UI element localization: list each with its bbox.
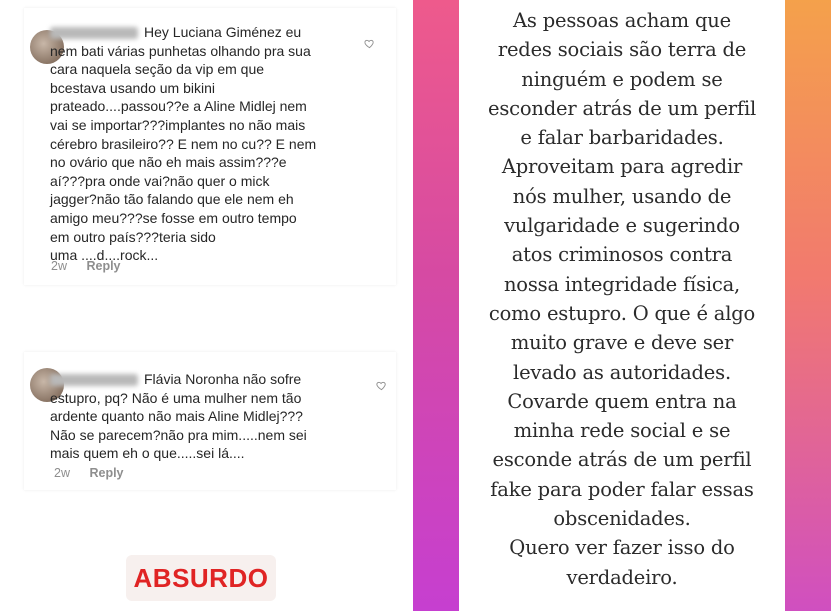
comment-card (24, 352, 396, 490)
reply-button[interactable]: Reply (89, 466, 124, 480)
comment-time: 2w (54, 466, 70, 480)
comment-meta (51, 259, 121, 273)
comment-text: Flávia Noronha não sofre estupro, pq? Não é uma mulher nem tão ardente quanto não mais Aline Midlej??? Não se parecem?não pra mim.....nem sei mais quem eh o que.....sei lá.... (50, 371, 307, 462)
username-blurred[interactable] (50, 27, 138, 39)
comment-meta (54, 466, 124, 480)
heart-outline-icon[interactable] (364, 38, 375, 49)
badge-label: ABSURDO (133, 562, 269, 593)
story-screenshot (413, 0, 831, 611)
absurdo-badge (126, 555, 276, 601)
heart-outline-icon[interactable] (376, 380, 387, 391)
story-text-panel (459, 0, 785, 611)
comments-screenshot (0, 0, 413, 611)
story-message: As pessoas acham que redes sociais são terra de ninguém e podem se esconder atrás de um perfil e falar barbaridades. Aproveitam para agredir nós mulher, usando de vulgaridade e sugerindo atos criminosos contra nossa integridade física, como estupro. O que é algo muito grave e deve ser levado as autoridades. Covarde quem entra na minha rede social e se esconde atrás de um perfil fake para poder falar essas obscenidades. Quero ver fazer isso do verdadeiro. (487, 9, 757, 589)
comment-card (24, 8, 396, 285)
username-blurred[interactable] (50, 374, 138, 386)
comment-time: 2w (51, 259, 67, 273)
comment-text: Hey Luciana Giménez eu nem bati várias punhetas olhando pra sua cara naquela seção da vip em que bcestava usando um bikini prateado....passou??e a Aline Midlej nem vai se importar???implantes no não mais cérebro brasileiro?? E nem no cu?? E nem no ovário que não eh mais assim???e aí???pra onde vai?não quer o mick jagger?não tão falando que ele nem eh amigo meu???se fosse em outro tempo em outro país???teria sido uma ....d....rock... (50, 24, 317, 264)
reply-button[interactable]: Reply (86, 259, 121, 273)
